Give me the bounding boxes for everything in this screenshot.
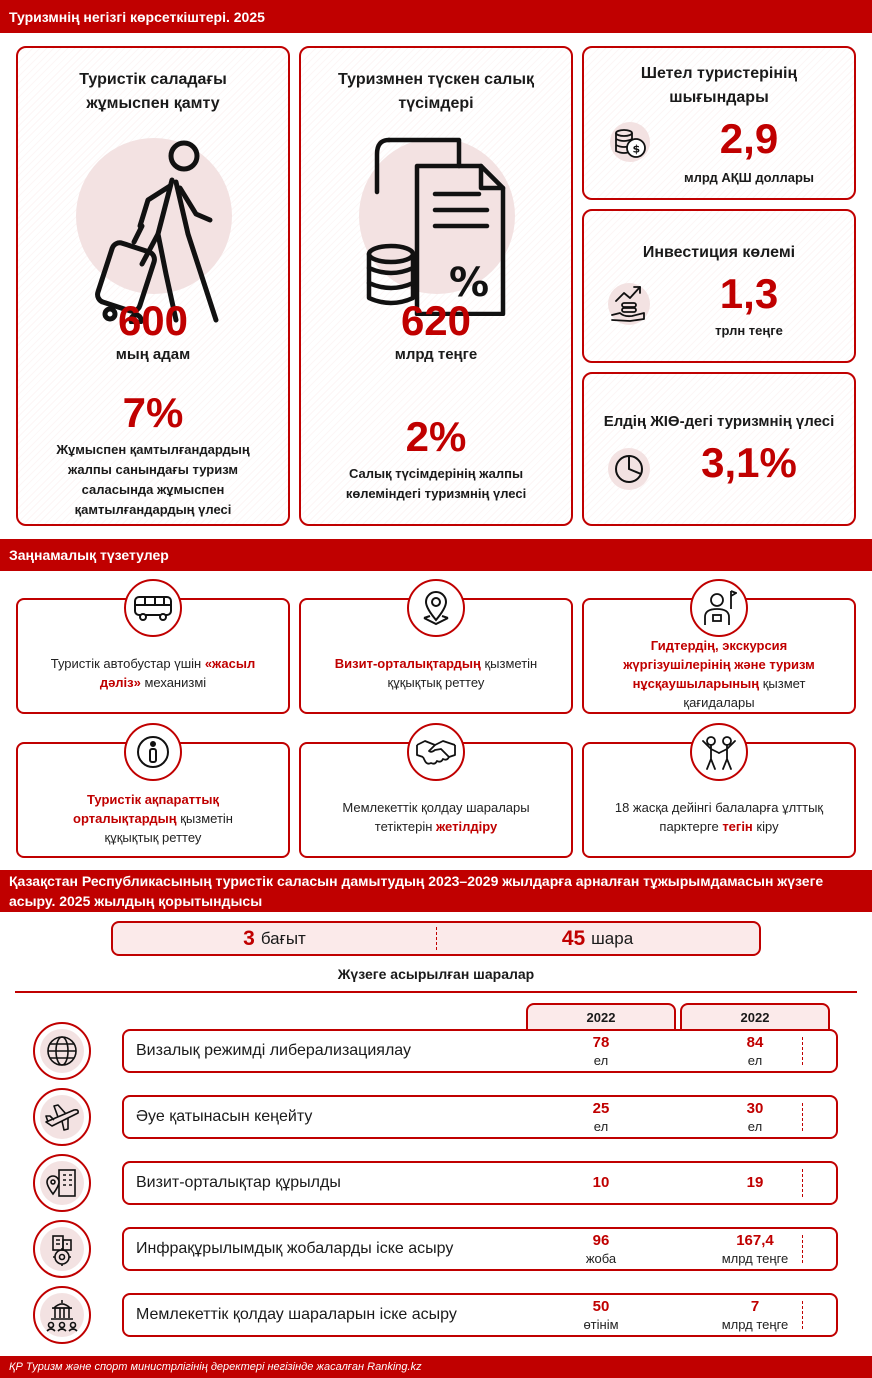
bus-icon: [124, 579, 182, 637]
legal-card-children-parks: 18 жасқа дейінгі балаларға ұлттық парктерге тегін кіру: [582, 742, 856, 858]
foreign-title: Шетел туристерінің шығындары: [640, 65, 798, 106]
employment-share: 7%: [122, 389, 184, 436]
tax-share-desc: Салық түсімдерінің жалпы көлеміндегі туризмнің үлесі: [345, 466, 527, 501]
info-icon: [124, 723, 182, 781]
guide-icon: [690, 579, 748, 637]
foreign-unit: млрд АҚШ доллары: [683, 170, 814, 185]
tax-document-icon: [363, 136, 513, 316]
employment-unit: мың адам: [115, 346, 191, 363]
tax-value: 620: [400, 297, 472, 344]
legal-card-state-support: Мемлекеттік қолдау шаралары тетіктерін жетілдіру: [299, 742, 573, 858]
foreign-value: 2,9: [719, 115, 779, 162]
table-row: Визалық режимді либерализациялау 78 ел 84 ел: [122, 1029, 838, 1073]
year-column-1: 2022: [526, 1003, 676, 1030]
employment-card: [16, 46, 290, 526]
employment-title: Туристік саладағы жұмыспен қамту: [79, 71, 227, 112]
implemented-title: Жүзеге асырылған шаралар: [337, 966, 535, 982]
investment-value: 1,3: [719, 270, 779, 317]
legal-card-visit-centers: Визит-орталықтардың қызметін құқықтық реттеу: [299, 598, 573, 714]
gdp-share-card: [582, 372, 856, 526]
indicators-section-title: Туризмнің негізгі көрсеткіштері. 2025: [0, 0, 872, 33]
table-row: Инфрақұрылымдық жобаларды іске асыру 96 жоба 167,4 млрд теңге: [122, 1227, 838, 1271]
children-icon: [690, 723, 748, 781]
table-row: Визит-орталықтар құрылды 10 19: [122, 1161, 838, 1205]
globe-icon: [33, 1022, 91, 1080]
investment-card: [582, 209, 856, 363]
legal-section-title: Заңнамалық түзетулер: [0, 539, 872, 571]
directions-label: бағыт: [260, 928, 306, 948]
investment-title: Инвестиция көлемі: [642, 244, 796, 261]
divider: [15, 991, 857, 993]
table-row: Мемлекеттік қолдау шараларын іске асыру 50 өтінім 7 млрд теңге: [122, 1293, 838, 1337]
coins-dollar-icon: [612, 124, 648, 160]
tax-unit: млрд теңге: [394, 346, 478, 363]
employment-value: 600: [117, 297, 189, 344]
infrastructure-icon: [33, 1220, 91, 1278]
legal-card-info-centers: Туристік ақпараттық орталықтардың қызметін құқықтық реттеу: [16, 742, 290, 858]
airplane-icon: [33, 1088, 91, 1146]
footer-source: ҚР Туризм және спорт министрлігінің деректері негізінде жасалған Ranking.kz: [0, 1356, 872, 1378]
foreign-spending-card: [582, 46, 856, 200]
employment-share-desc: Жұмыспен қамтылғандардың жалпы санындағы туризм саласында жұмыспен қамтылғандардың үлесі: [56, 442, 250, 517]
government-icon: [33, 1286, 91, 1344]
table-row: Әуе қатынасын кеңейту 25 ел 30 ел: [122, 1095, 838, 1139]
concept-section-title: Қазақстан Республикасының туристік саласын дамытудың 2023–2029 жылдарға арналған тұжырымдамасын жүзеге асыру. 2025 жылдың қорытындысы: [0, 870, 872, 912]
location-pin-icon: [407, 579, 465, 637]
building-pin-icon: [33, 1154, 91, 1212]
year-column-2: 2022: [680, 1003, 830, 1030]
traveler-icon: [84, 134, 224, 324]
investment-unit: трлн теңге: [715, 323, 783, 338]
investment-growth-icon: [610, 283, 648, 323]
summary-bar: [111, 921, 761, 956]
gdp-value: 3,1%: [701, 439, 797, 486]
measures-count: 45: [561, 926, 586, 950]
tax-share: 2%: [405, 413, 467, 460]
tax-title: Туризмнен түскен салық түсімдері: [338, 71, 534, 112]
legal-card-guides: Гидтердің, экскурсия жүргізушілерінің және туризм нұсқаушыларының қызмет қағидалары: [582, 598, 856, 714]
svg-text:$: $: [632, 142, 641, 156]
svg-text:%: %: [449, 260, 490, 306]
legal-card-green-corridor: Туристік автобустар үшін «жасыл дәліз» механизмі: [16, 598, 290, 714]
measures-label: шара: [591, 928, 634, 948]
gdp-title: Елдің ЖІӨ-дегі туризмнің үлесі: [603, 413, 835, 430]
tax-card: [299, 46, 573, 526]
pie-chart-icon: [612, 452, 646, 486]
handshake-icon: [407, 723, 465, 781]
directions-count: 3: [243, 926, 255, 950]
